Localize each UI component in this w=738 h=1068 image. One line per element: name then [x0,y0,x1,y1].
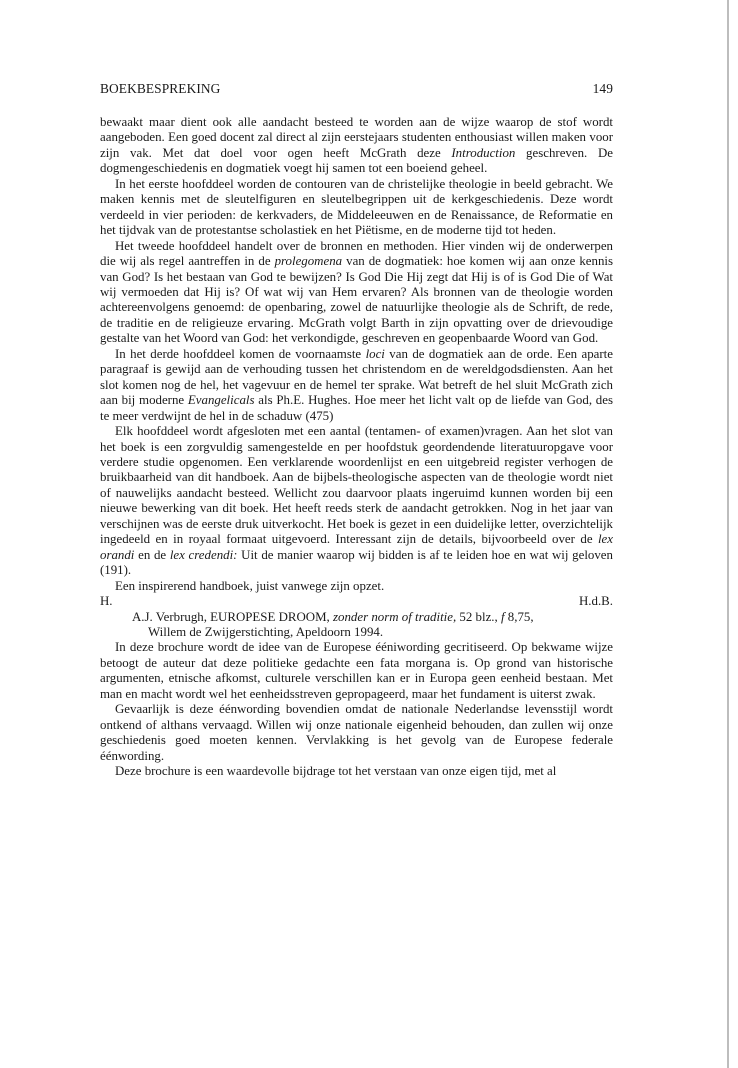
review2-paragraph-3: Deze brochure is een waardevolle bijdrage tot het verstaan van onze eigen tijd, met al [115,764,557,779]
text-run: Uit de manier waarop wij bidden is af te leiden hoe en wat wij geloven (191). [100,547,613,578]
text-run: Het tweede hoofddeel handelt over de bronnen en methoden. Hier vinden wij de onderwerpen die wij als regel aantreffen in de [100,238,613,269]
italic-term: lex orandi [100,532,613,562]
review2-paragraph-1: In deze brochure wordt de idee van de Europese ééniwording gecritiseerd. Op bekwame wijze betoogt de auteur dat deze politieke gedachte een fata morgana is. Op grond van historische argumenten, etnische afkomst, culturele verschillen kan er in Europa geen eenheid bestaan. Met man en macht wordt wel het eenheidsstreven gepropageerd, maar het fundament is uiterst zwak. [100,640,613,701]
running-header [100,81,613,97]
italic-term: Evangelicals [187,393,255,408]
italic-title: Introduction [451,145,516,160]
heading-publisher: Willem de Zwijgerstichting, Apeldoorn 1994. [148,624,384,639]
review2-paragraph-2: Gevaarlijk is deze éénwording bovendien omdat de nationale Nederlandse levensstijl wordt ontkend of althans vervaagd. Willen wij onze nationale eigenheid behouden, dan zullen wij onze geschiedenis goed moeten kennen. Vervlakking is het gevolg van de Europese federale éénwording. [100,702,613,763]
page-number: 149 [592,81,613,96]
text-run: van de dogmatiek: hoe komen wij aan onze kennis van God? Is het bestaan van God te bewijzen? Is God Die Hij zegt dat Hij is of is God Die of Wat wij vermoeden dat Hij is? Of wat wij van Hem ervaren? Als bronnen van de theologie worden achtereenvolgens genoemd: de openbaring, zowel de natuurlijke theologie als de Schrift, de rede, de traditie en de religieuze ervaring. McGrath volgt Barth in zijn opvatting over de drievoudige gestalte van het Woord van God: het verkondigde, geschreven en geopenbaarde Woord van God. [100,254,613,346]
text-run: 8,75, [504,609,534,624]
text-run: als Ph.E. Hughes. Hoe meer het licht valt op de liefde van God, des te meer verdwijnt de hel in de schaduw (475) [100,393,613,423]
review1-paragraph-5 [100,424,613,579]
text-run: Elk hoofddeel wordt afgesloten met een aantal (tentamen- of examen)vragen. Aan het slot van het boek is een zorgvuldig samengestelde en per hoofdstuk geordendende literatuuropgave voor verdere studie opgenomen. Een verklarende woordenlijst en een uitgebreid register verhogen de bruikbaarheid van dit handboek. Aan de bijbels-theologische aspecten van de theologie wordt niet of nauwelijks aandacht besteed. Wellicht zou daarvoor plaats ingeruimd kunnen worden bij een nieuwe bewerking van dit boek. Het heeft reeds sterk de aandacht getrokken. Nog in het jaar van verschijnen was de eerste druk uitverkocht. Het boek is gezet in een duidelijke letter, overzichtelijk ingedeeld en in royaal formaat uitgevoerd. Interessant zijn de details, bijvoorbeeld over de [100,424,613,547]
text-run: A.J. Verbrugh, EUROPESE DROOM, [132,609,334,624]
italic-currency: f [500,609,505,624]
italic-term: prolegomena [274,254,343,269]
review1-paragraph-2: In het eerste hoofddeel worden de contouren van de christelijke theologie in beeld gebracht. We maken kennis met de sleutelfiguren en sleutelbegrippen uit de kerkgeschiedenis. Deze wordt verdeeld in vier perioden: de kerkvaders, de Middeleeuwen en de Renaissance, de Reformatie en het tijdvak van de protestantse scholastiek en het Piëtisme, en de moderne tijd tot heden. [100,176,613,238]
text-run: bewaakt maar dient ook alle aandacht besteed te worden aan de wijze waarop de stof wordt aangeboden. Een goed docent zal direct al zijn eerstejaars studenten enthousiast willen maken voor zijn vak. Met dat doel voor ogen heeft McGrath deze [100,115,613,160]
review2-heading [100,610,613,641]
signature-right: H.d.B. [578,594,613,609]
text-run: en de [134,547,170,562]
review1-paragraph-1 [100,115,613,177]
italic-term: loci [365,346,385,361]
text-run: van de dogmatiek aan de orde. Een aparte paragraaf is gewijd aan de verhouding tussen het christendom en de wereldgodsdiensten. Aan het slot komen nog de hel, het vagevuur en de hemel ter sprake. Wat betreft de hel sluit McGrath zich aan bij moderne [100,346,613,408]
review1-paragraph-6: Een inspirerend handboek, juist vanwege zijn opzet. [115,578,385,593]
review1-paragraph-4 [100,347,613,424]
article-body [100,115,613,779]
running-title: BOEKBESPREKING [100,81,221,96]
text-run: geschreven. De dogmengeschiedenis en dogmatiek voegt hij samen tot een boeiend geheel. [100,145,613,176]
review1-signature [100,594,613,609]
italic-subtitle: zonder norm of traditie, [333,609,457,624]
italic-term: lex credendi: [169,547,238,562]
text-run: In het derde hoofddeel komen de voornaamste [115,346,366,361]
signature-left: H. [100,594,113,609]
text-run: 52 blz., [456,609,501,624]
page-edge-rule [727,0,729,1068]
review1-paragraph-3 [100,239,613,347]
